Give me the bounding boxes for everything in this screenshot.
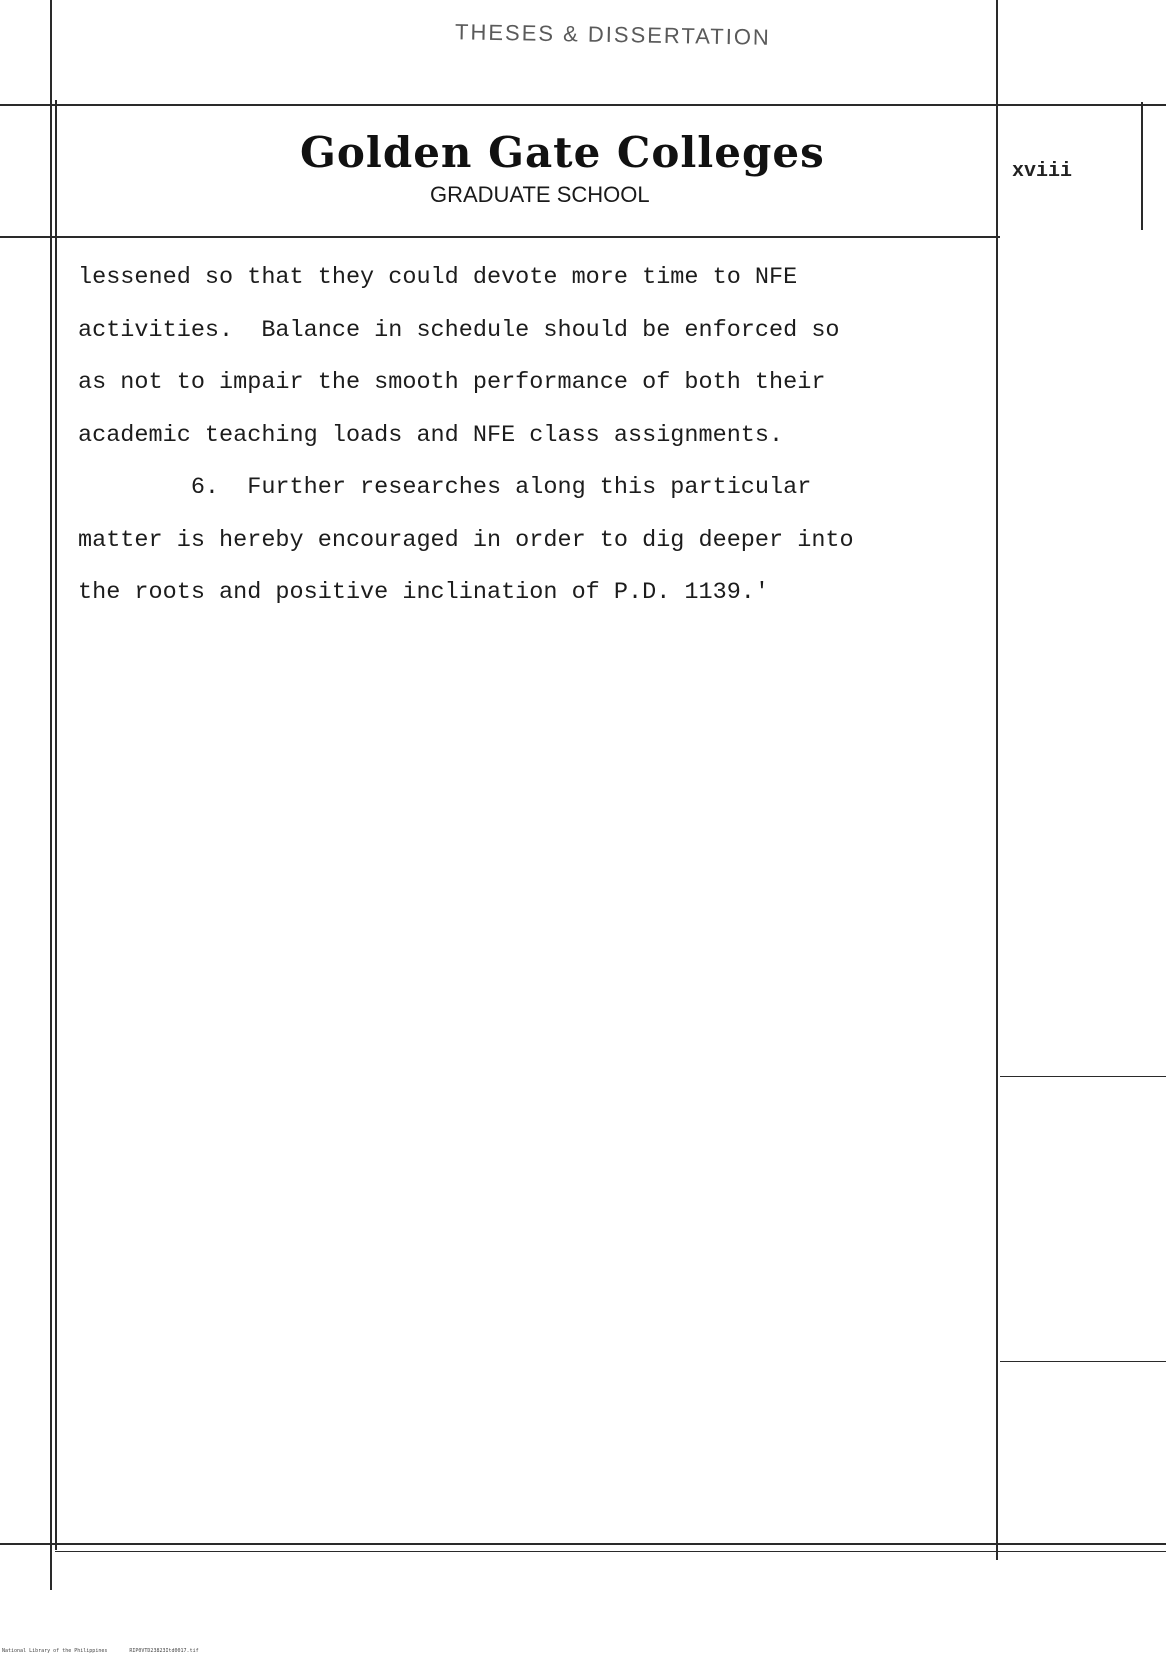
text-line: 6. Further researches along this particular	[78, 474, 812, 501]
college-name: Golden Gate Colleges	[300, 128, 825, 177]
content-right-rule	[996, 0, 998, 1560]
content-left-rule	[55, 100, 57, 1550]
archive-stamp: THESES & DISSERTATION	[454, 19, 772, 50]
header-top-rule	[0, 104, 1166, 106]
school-name: GRADUATE SCHOOL	[430, 182, 650, 207]
right-column-rule-2	[1000, 1361, 1166, 1362]
text-line: activities. Balance in schedule should be enforced so	[78, 316, 840, 344]
library-credit: National Library of the Philippines	[2, 1648, 108, 1654]
text-line: the roots and positive inclination of P.D. 1139.'	[78, 579, 770, 606]
text-line: academic teaching loads and NFE class assignments.	[78, 421, 784, 449]
far-right-rule	[1141, 102, 1143, 230]
bottom-rule-2	[55, 1551, 1166, 1552]
body-text	[78, 252, 978, 620]
text-line: lessened so that they could devote more time to NFE	[78, 264, 798, 291]
header-bottom-rule	[0, 236, 1000, 238]
text-line: matter is hereby encouraged in order to dig deeper into	[78, 526, 854, 554]
right-column-rule-1	[1000, 1076, 1166, 1077]
file-name: RIP0VTD23823Itd0017.tif	[129, 1648, 199, 1654]
bottom-rule-1	[0, 1543, 1166, 1545]
scan-footer	[2, 1648, 221, 1654]
page-number: xviii	[1012, 160, 1073, 183]
text-line: as not to impair the smooth performance of both their	[78, 369, 826, 396]
left-margin-rule	[50, 0, 52, 1590]
